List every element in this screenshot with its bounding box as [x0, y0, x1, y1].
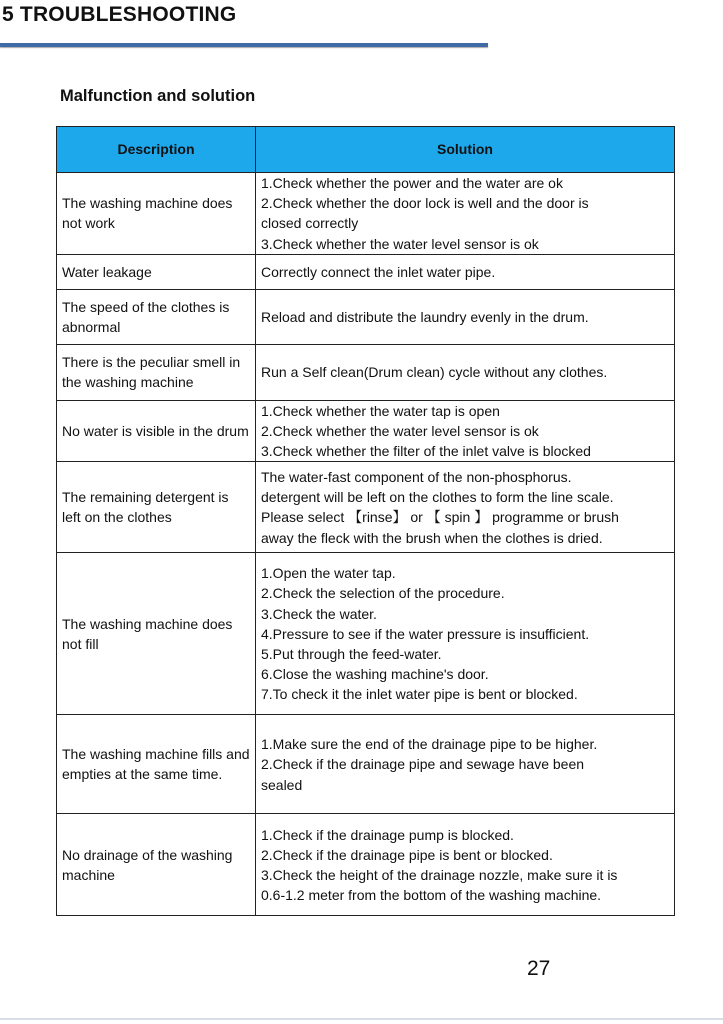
solution-line: 5.Put through the feed-water. [261, 646, 442, 663]
solution-cell [256, 254, 675, 289]
solution-cell [256, 400, 675, 462]
solution-cell [256, 289, 675, 344]
description-cell: The washing machine fills and empties at the same time. [57, 715, 256, 814]
solution-line: Reload and distribute the laundry evenly in the drum. [261, 308, 589, 325]
title-underline [0, 43, 488, 47]
solution-line: 3.Check the height of the drainage nozzle, make sure it is [261, 866, 618, 883]
table-row [57, 462, 675, 553]
solution-line: 3.Check whether the water level sensor is ok [261, 235, 539, 252]
solution-line: 1.Check if the drainage pump is blocked. [261, 826, 514, 843]
column-header-solution: Solution [256, 127, 675, 173]
solution-line: 1.Open the water tap. [261, 565, 396, 582]
table-row [57, 814, 675, 916]
solution-line: 2.Check if the drainage pipe is bent or blocked. [261, 846, 553, 863]
table-row [57, 400, 675, 462]
solution-line: 1.Check whether the water tap is open [261, 402, 500, 419]
solution-line: 0.6-1.2 meter from the bottom of the washing machine. [261, 887, 602, 904]
troubleshooting-table [56, 126, 675, 916]
description-cell: The washing machine does not work [57, 173, 256, 255]
solution-cell [256, 462, 675, 553]
solution-line: 6.Close the washing machine's door. [261, 666, 489, 683]
solution-line: Run a Self clean(Drum clean) cycle without any clothes. [261, 364, 608, 381]
solution-line: 2.Check whether the door lock is well and the door is [261, 195, 589, 212]
table-row [57, 715, 675, 814]
solution-cell [256, 553, 675, 715]
solution-line: 1.Check whether the power and the water are ok [261, 175, 563, 191]
description-cell: There is the peculiar smell in the washing machine [57, 344, 256, 400]
solution-line: Please select 【rinse】 or 【 spin 】 programme or brush [261, 509, 619, 526]
column-header-description: Description [57, 127, 256, 173]
solution-line: sealed [261, 776, 303, 793]
page-number: 27 [527, 957, 551, 980]
solution-line: 2.Check whether the water level sensor is ok [261, 423, 539, 440]
table-row [57, 344, 675, 400]
description-cell: Water leakage [57, 254, 256, 289]
solution-line: 3.Check whether the filter of the inlet valve is blocked [261, 443, 591, 460]
description-cell: No water is visible in the drum [57, 400, 256, 462]
section-title: Malfunction and solution [60, 87, 256, 105]
table-row [57, 173, 675, 255]
solution-cell [256, 173, 675, 255]
solution-line: 3.Check the water. [261, 605, 377, 622]
solution-cell [256, 715, 675, 814]
table-header-row [57, 127, 675, 173]
solution-line: 7.To check it the inlet water pipe is bent or blocked. [261, 686, 578, 703]
solution-line: 2.Check the selection of the procedure. [261, 585, 505, 602]
solution-line: Correctly connect the inlet water pipe. [261, 263, 496, 280]
solution-line: 1.Make sure the end of the drainage pipe to be higher. [261, 736, 598, 753]
table-row [57, 553, 675, 715]
solution-cell [256, 344, 675, 400]
solution-cell [256, 814, 675, 916]
table-row [57, 289, 675, 344]
solution-line: away the fleck with the brush when the clothes is dried. [261, 529, 603, 546]
description-cell: The speed of the clothes is abnormal [57, 289, 256, 344]
chapter-title: 5 TROUBLESHOOTING [2, 3, 237, 26]
solution-line: closed correctly [261, 215, 359, 232]
solution-line: The water-fast component of the non-phosphorus. [261, 469, 572, 486]
bottom-divider [0, 1018, 723, 1020]
description-cell: The remaining detergent is left on the clothes [57, 462, 256, 553]
description-cell: The washing machine does not fill [57, 553, 256, 715]
solution-line: 2.Check if the drainage pipe and sewage have been [261, 756, 585, 773]
description-cell: No drainage of the washing machine [57, 814, 256, 916]
solution-line: detergent will be left on the clothes to form the line scale. [261, 489, 614, 506]
table-row [57, 254, 675, 289]
solution-line: 4.Pressure to see if the water pressure is insufficient. [261, 625, 590, 642]
